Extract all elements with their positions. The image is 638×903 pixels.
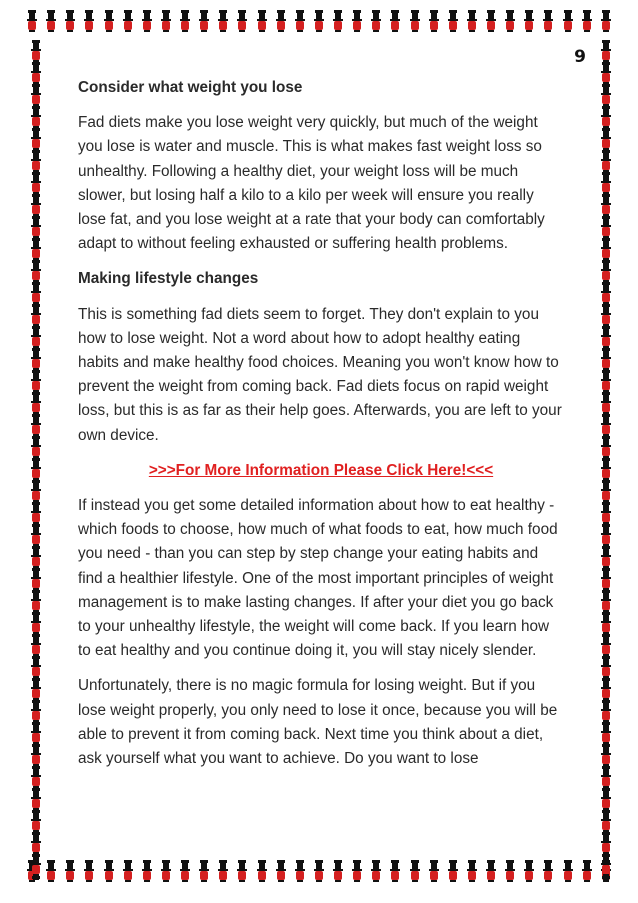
red-black-ornament-icon <box>581 10 593 32</box>
red-black-ornament-icon <box>600 722 612 744</box>
red-black-ornament-icon <box>83 10 95 32</box>
red-black-ornament-icon <box>294 10 306 32</box>
red-black-ornament-icon <box>30 700 42 722</box>
red-black-ornament-icon <box>600 656 612 678</box>
red-black-ornament-icon <box>294 860 306 882</box>
red-black-ornament-icon <box>30 634 42 656</box>
red-black-ornament-icon <box>30 788 42 810</box>
red-black-ornament-icon <box>523 860 535 882</box>
red-black-ornament-icon <box>600 370 612 392</box>
red-black-ornament-icon <box>30 172 42 194</box>
red-black-ornament-icon <box>600 392 612 414</box>
red-black-ornament-icon <box>466 10 478 32</box>
red-black-ornament-icon <box>160 10 172 32</box>
red-black-ornament-icon <box>600 590 612 612</box>
red-black-ornament-icon <box>30 502 42 524</box>
red-black-ornament-icon <box>600 744 612 766</box>
red-black-ornament-icon <box>179 860 191 882</box>
red-black-ornament-icon <box>30 612 42 634</box>
red-black-ornament-icon <box>30 854 42 876</box>
paragraph-fad-diets: Fad diets make you lose weight very quickly, but much of the weight you lose is water and muscle. This is what makes fast weight loss so unhealthy. Following a healthy diet, your weight loss will be much slower, but losing half a kilo to a kilo per week will ensure you really lose fat, and you lose weight at a rate that your body can comfortably adapt to without feeling exhausted or suffering health problems. <box>78 114 545 253</box>
red-black-ornament-icon <box>30 810 42 832</box>
red-black-ornament-icon <box>600 84 612 106</box>
red-black-ornament-icon <box>30 216 42 238</box>
red-black-ornament-icon <box>562 10 574 32</box>
red-black-ornament-icon <box>332 10 344 32</box>
red-black-ornament-icon <box>83 860 95 882</box>
red-black-ornament-icon <box>447 860 459 882</box>
red-black-ornament-icon <box>600 304 612 326</box>
red-black-ornament-icon <box>30 150 42 172</box>
red-black-ornament-icon <box>30 106 42 128</box>
red-black-ornament-icon <box>256 10 268 32</box>
red-black-ornament-icon <box>562 860 574 882</box>
red-black-ornament-icon <box>30 524 42 546</box>
red-black-ornament-icon <box>122 10 134 32</box>
red-black-ornament-icon <box>198 10 210 32</box>
red-black-ornament-icon <box>30 568 42 590</box>
red-black-ornament-icon <box>30 744 42 766</box>
red-black-ornament-icon <box>30 348 42 370</box>
red-black-ornament-icon <box>256 860 268 882</box>
red-black-ornament-icon <box>30 304 42 326</box>
red-black-ornament-icon <box>64 10 76 32</box>
red-black-ornament-icon <box>45 860 57 882</box>
page-border-right <box>600 40 614 880</box>
red-black-ornament-icon <box>313 860 325 882</box>
more-information-link[interactable]: >>>For More Information Please Click Here!<<< <box>148 461 494 479</box>
red-black-ornament-icon <box>600 10 612 32</box>
red-black-ornament-icon <box>103 10 115 32</box>
red-black-ornament-icon <box>600 326 612 348</box>
red-black-ornament-icon <box>30 84 42 106</box>
red-black-ornament-icon <box>504 10 516 32</box>
red-black-ornament-icon <box>409 10 421 32</box>
red-black-ornament-icon <box>351 10 363 32</box>
red-black-ornament-icon <box>45 10 57 32</box>
red-black-ornament-icon <box>30 678 42 700</box>
red-black-ornament-icon <box>30 282 42 304</box>
red-black-ornament-icon <box>600 238 612 260</box>
red-black-ornament-icon <box>313 10 325 32</box>
red-black-ornament-icon <box>30 436 42 458</box>
red-black-ornament-icon <box>389 10 401 32</box>
red-black-ornament-icon <box>30 62 42 84</box>
red-black-ornament-icon <box>542 860 554 882</box>
red-black-ornament-icon <box>600 436 612 458</box>
red-black-ornament-icon <box>581 860 593 882</box>
red-black-ornament-icon <box>600 348 612 370</box>
red-black-ornament-icon <box>485 10 497 32</box>
red-black-ornament-icon <box>30 260 42 282</box>
red-black-ornament-icon <box>600 854 612 876</box>
red-black-ornament-icon <box>389 860 401 882</box>
red-black-ornament-icon <box>30 766 42 788</box>
paragraph-magic-formula: Unfortunately, there is no magic formula for losing weight. But if you lose weight properly, you only need to lose it once, because you will be able to prevent it from coming back. Next time you think about a diet, ask yourself what you want to achieve. Do you want to lose <box>78 677 558 768</box>
red-black-ornament-icon <box>30 370 42 392</box>
paragraph-detailed-information: If instead you get some detailed information about how to eat healthy - which foods to choose, how much of what foods to eat, how much food you need - than you can step by step change your eating habits and find a healthier lifestyle. One of the most important principles of weight management is to make lasting changes. If after your diet you go back to your unhealthy lifestyle, the weight will come back. If you learn how to eat healthy and you continue doing it, you will stay nicely slender. <box>78 497 558 660</box>
red-black-ornament-icon <box>600 62 612 84</box>
red-black-ornament-icon <box>30 722 42 744</box>
red-black-ornament-icon <box>275 860 287 882</box>
red-black-ornament-icon <box>141 860 153 882</box>
red-black-ornament-icon <box>141 10 153 32</box>
page-border-bottom <box>26 860 612 886</box>
red-black-ornament-icon <box>600 766 612 788</box>
red-black-ornament-icon <box>600 260 612 282</box>
red-black-ornament-icon <box>30 326 42 348</box>
red-black-ornament-icon <box>236 860 248 882</box>
red-black-ornament-icon <box>600 810 612 832</box>
page-number: 9 <box>574 47 586 67</box>
red-black-ornament-icon <box>542 10 554 32</box>
red-black-ornament-icon <box>198 860 210 882</box>
red-black-ornament-icon <box>504 860 516 882</box>
red-black-ornament-icon <box>275 10 287 32</box>
red-black-ornament-icon <box>30 40 42 62</box>
red-black-ornament-icon <box>600 150 612 172</box>
red-black-ornament-icon <box>370 10 382 32</box>
red-black-ornament-icon <box>600 216 612 238</box>
red-black-ornament-icon <box>600 612 612 634</box>
red-black-ornament-icon <box>179 10 191 32</box>
red-black-ornament-icon <box>217 10 229 32</box>
red-black-ornament-icon <box>523 10 535 32</box>
red-black-ornament-icon <box>217 860 229 882</box>
document-body <box>78 76 564 771</box>
page-border-top <box>26 10 612 36</box>
red-black-ornament-icon <box>30 414 42 436</box>
red-black-ornament-icon <box>30 392 42 414</box>
red-black-ornament-icon <box>428 860 440 882</box>
red-black-ornament-icon <box>600 502 612 524</box>
red-black-ornament-icon <box>30 546 42 568</box>
red-black-ornament-icon <box>600 172 612 194</box>
red-black-ornament-icon <box>447 10 459 32</box>
page-border-left <box>30 40 44 880</box>
red-black-ornament-icon <box>485 860 497 882</box>
red-black-ornament-icon <box>600 876 612 880</box>
red-black-ornament-icon <box>600 106 612 128</box>
red-black-ornament-icon <box>409 860 421 882</box>
red-black-ornament-icon <box>600 700 612 722</box>
red-black-ornament-icon <box>30 832 42 854</box>
red-black-ornament-icon <box>600 832 612 854</box>
red-black-ornament-icon <box>64 860 76 882</box>
red-black-ornament-icon <box>26 10 38 32</box>
red-black-ornament-icon <box>600 128 612 150</box>
red-black-ornament-icon <box>30 876 42 880</box>
red-black-ornament-icon <box>351 860 363 882</box>
section-heading-lifestyle-changes: Making lifestyle changes <box>78 270 259 288</box>
red-black-ornament-icon <box>30 656 42 678</box>
section-heading-consider-weight: Consider what weight you lose <box>78 79 303 96</box>
red-black-ornament-icon <box>370 860 382 882</box>
red-black-ornament-icon <box>600 414 612 436</box>
red-black-ornament-icon <box>30 238 42 260</box>
red-black-ornament-icon <box>600 282 612 304</box>
red-black-ornament-icon <box>600 546 612 568</box>
red-black-ornament-icon <box>122 860 134 882</box>
red-black-ornament-icon <box>30 480 42 502</box>
red-black-ornament-icon <box>236 10 248 32</box>
red-black-ornament-icon <box>160 860 172 882</box>
red-black-ornament-icon <box>600 40 612 62</box>
red-black-ornament-icon <box>30 458 42 480</box>
red-black-ornament-icon <box>103 860 115 882</box>
red-black-ornament-icon <box>466 860 478 882</box>
red-black-ornament-icon <box>600 568 612 590</box>
red-black-ornament-icon <box>600 458 612 480</box>
red-black-ornament-icon <box>600 480 612 502</box>
red-black-ornament-icon <box>30 128 42 150</box>
red-black-ornament-icon <box>600 788 612 810</box>
red-black-ornament-icon <box>428 10 440 32</box>
paragraph-lifestyle: This is something fad diets seem to forget. They don't explain to you how to lose weight. Not a word about how to adopt healthy eating habits and make healthy food choices. Meaning you won't know how to prevent the weight from coming back. Fad diets focus on rapid weight loss, but this is as far as their help goes. Afterwards, you are left to your own device. <box>78 305 562 444</box>
red-black-ornament-icon <box>600 194 612 216</box>
red-black-ornament-icon <box>332 860 344 882</box>
red-black-ornament-icon <box>600 634 612 656</box>
red-black-ornament-icon <box>600 678 612 700</box>
red-black-ornament-icon <box>30 194 42 216</box>
red-black-ornament-icon <box>600 524 612 546</box>
red-black-ornament-icon <box>30 590 42 612</box>
